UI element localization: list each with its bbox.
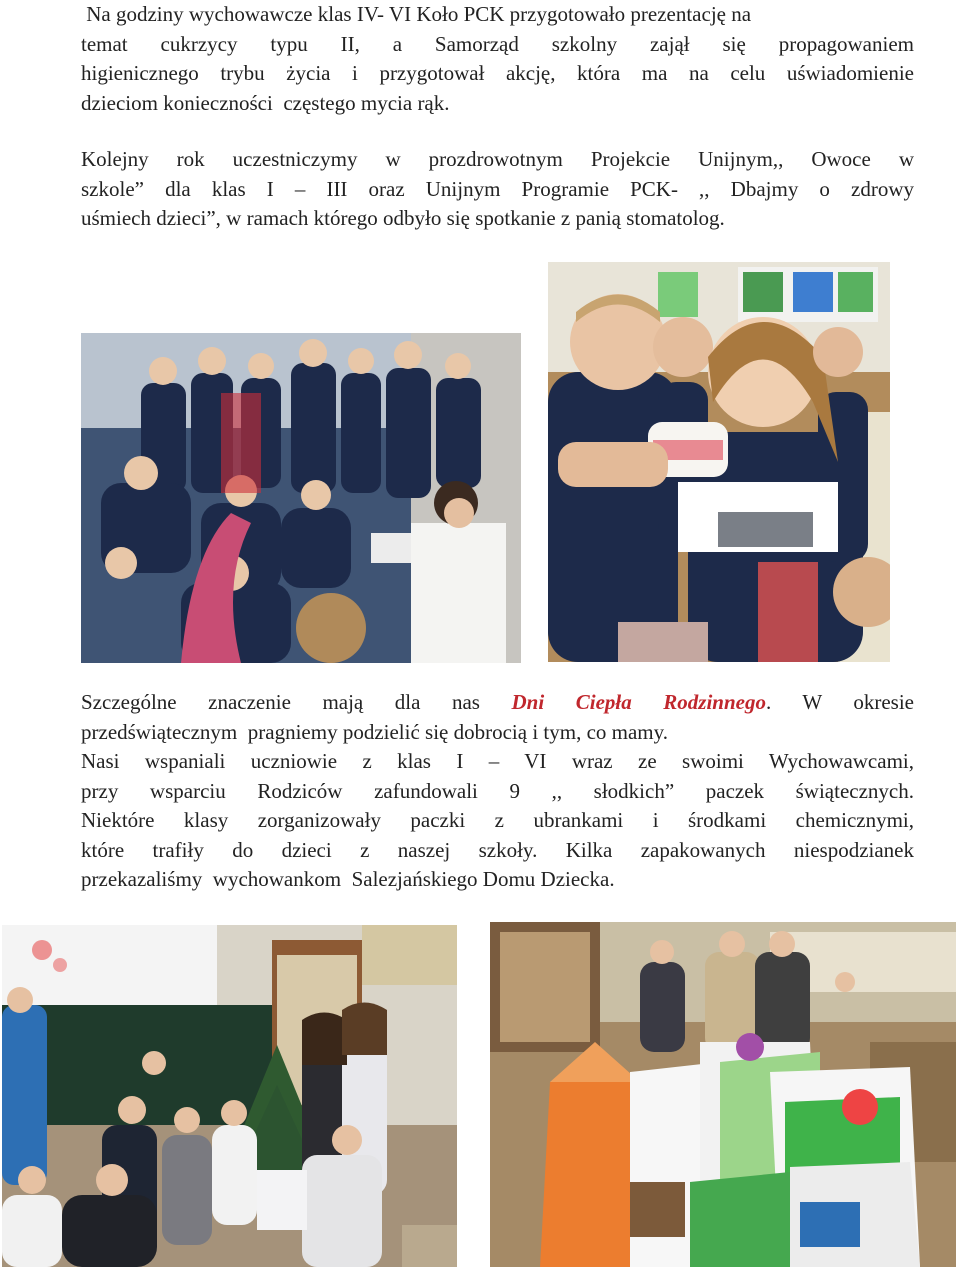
text-line: przedświątecznym pragniemy podzielić się dobrocią i tym, co mamy. — [81, 719, 669, 744]
highlight-event-name: Dni Ciepła Rodzinnego — [511, 690, 766, 714]
text-line: Kolejny rok uczestniczymy w prozdrowotnym Projekcie Unijnym,, Owoce w — [81, 147, 914, 171]
text-line: szkole” dla klas I – III oraz Unijnym Programie PCK- ,, Dbajmy o zdrowy — [81, 176, 914, 201]
photo-children-teeth-model — [548, 262, 890, 662]
paragraph-health-education — [81, 0, 914, 118]
text-line: przy wsparciu Rodziców zafundowali 9 ,, słodkich” paczek świątecznych. — [81, 778, 914, 803]
text-line: Na godziny wychowawcze klas IV- VI Koło PCK przygotowało prezentację na — [81, 2, 752, 26]
photo-dentist-meeting — [81, 333, 521, 663]
paragraph-family-warmth-days — [81, 688, 914, 895]
text-line-with-highlight — [81, 688, 914, 718]
photo-classroom-group — [2, 925, 457, 1267]
text-line: temat cukrzycy typu II, a Samorząd szkolny zajął się propagowaniem — [81, 31, 914, 56]
text-segment: Szczególne znaczenie mają dla nas — [81, 690, 512, 714]
photo-gift-bags — [490, 922, 956, 1267]
text-line: Nasi wspaniali uczniowie z klas I – VI wraz ze swoimi Wychowawcami, — [81, 749, 914, 773]
text-line: przekazaliśmy wychowankom Salezjańskiego Domu Dziecka. — [81, 867, 615, 891]
paragraph-eu-projects — [81, 145, 914, 234]
text-line: Niektóre klasy zorganizowały paczki z ubrankami i środkami chemicznymi, — [81, 808, 914, 832]
text-line: dzieciom konieczności częstego mycia rąk. — [81, 90, 450, 115]
text-line: uśmiech dzieci”, w ramach którego odbyło się spotkanie z panią stomatolog. — [81, 206, 725, 230]
text-line: higienicznego trybu życia i przygotował akcję, która ma na celu uświadomienie — [81, 61, 914, 85]
text-line: które trafiły do dzieci z naszej szkoły. Kilka zapakowanych niespodzianek — [81, 837, 914, 862]
text-segment: . W okresie — [765, 690, 914, 714]
